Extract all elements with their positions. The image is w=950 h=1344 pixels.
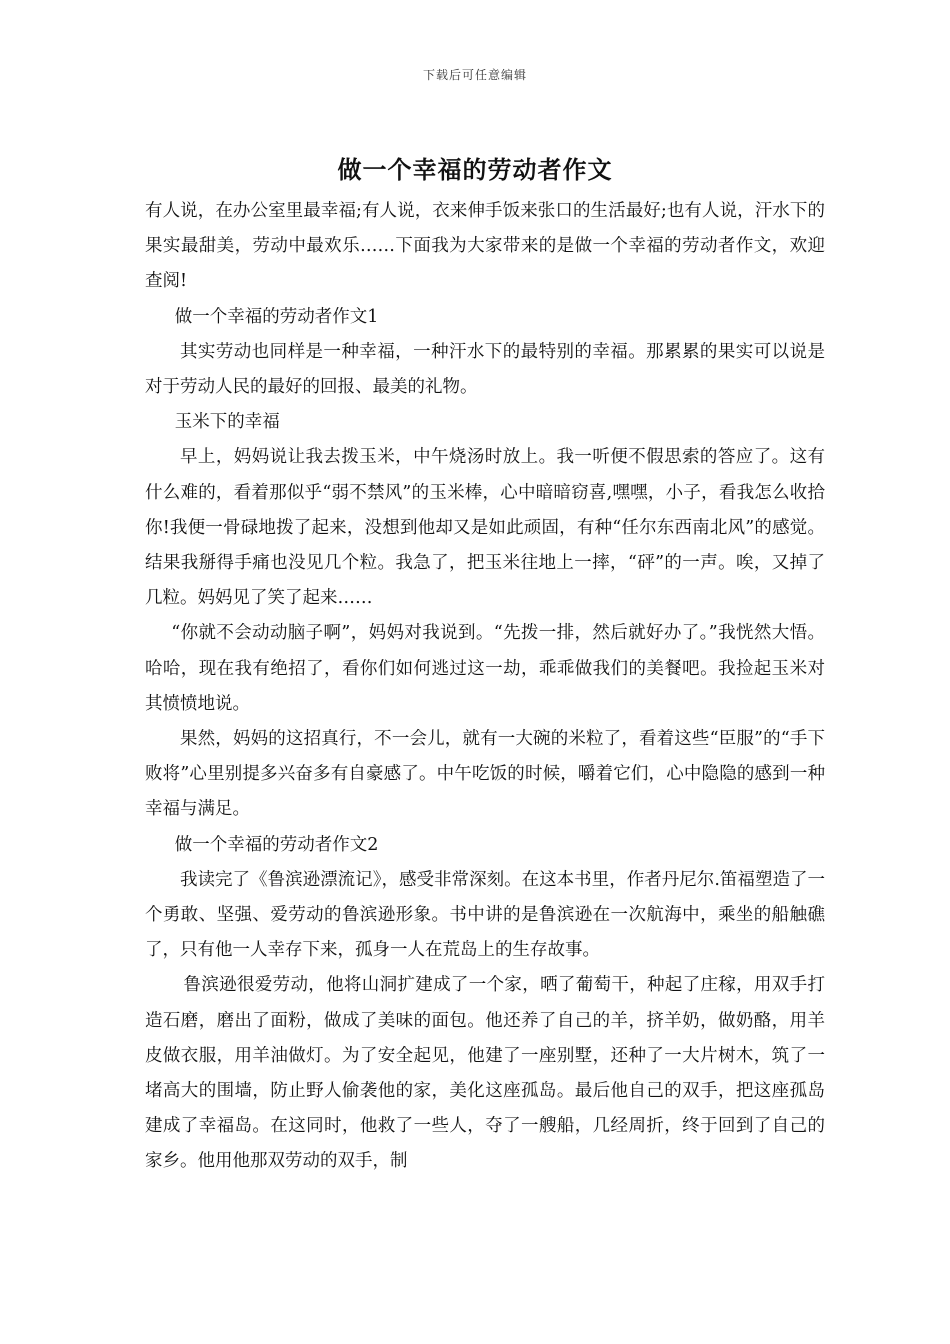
body-paragraph: 其实劳动也同样是一种幸福，一种汗水下的最特别的幸福。那累累的果实可以说是对于劳动人民的最好的回报、最美的礼物。	[145, 341, 825, 398]
document-body	[145, 194, 825, 1180]
header-note: 下载后可任意编辑	[422, 68, 527, 82]
document-title: 做一个幸福的劳动者作文	[337, 155, 613, 184]
body-paragraph: 我读完了《鲁滨逊漂流记》，感受非常深刻。在这本书里，作者丹尼尔.笛福塑造了一个勇敢、坚强、爱劳动的鲁滨逊形象。书中讲的是鲁滨逊在一次航海中，乘坐的船触礁了，只有他一人幸存下来，孤身一人在荒岛上的生存故事。	[145, 869, 825, 961]
body-paragraph: 果然，妈妈的这招真行，不一会儿，就有一大碗的米粒了，看着这些“臣服”的“手下败将”心里别提多兴奋多有自豪感了。中午吃饭的时候，嚼着它们，心中隐隐的感到一种幸福与满足。	[145, 729, 825, 820]
section-heading-2: 做一个幸福的劳动者作文2	[174, 834, 379, 855]
subtitle-corn: 玉米下的幸福	[174, 412, 280, 433]
intro-paragraph: 有人说，在办公室里最幸福;有人说，衣来伸手饭来张口的生活最好;也有人说，汗水下的果实最甜美，劳动中最欢乐……下面我为大家带来的是做一个幸福的劳动者作文，欢迎查阅!	[145, 201, 825, 292]
section-heading-1: 做一个幸福的劳动者作文1	[174, 306, 379, 327]
body-paragraph: 鲁滨逊很爱劳动，他将山洞扩建成了一个家，晒了葡萄干，种起了庄稼，用双手打造石磨，磨出了面粉，做成了美味的面包。他还养了自己的羊，挤羊奶，做奶酪，用羊皮做衣服，用羊油做灯。为了安全起见，他建了一座别墅，还种了一大片树木，筑了一堵高大的围墙，防止野人偷袭他的家，美化这座孤岛。最后他自己的双手，把这座孤岛建成了幸福岛。在这同时，他救了一些人，夺了一艘船，几经周折，终于回到了自己的家乡。他用他那双劳动的双手，制	[145, 975, 825, 1172]
body-paragraph: “你就不会动动脑子啊”，妈妈对我说到。“先拨一排，然后就好办了。”我恍然大悟。哈哈，现在我有绝招了，看你们如何逃过这一劫，乖乖做我们的美餐吧。我捡起玉米对其愤愤地说。	[145, 623, 825, 714]
body-paragraph: 早上，妈妈说让我去拨玉米，中午烧汤时放上。我一听便不假思索的答应了。这有什么难的，看着那似乎“弱不禁风”的玉米棒，心中暗暗窃喜,嘿嘿，小子，看我怎么收拾你!我便一骨碌地拨了起来，没想到他却又是如此顽固，有种“任尔东西南北风”的感觉。结果我掰得手痛也没见几个粒。我急了，把玉米往地上一摔，“砰”的一声。唉，又掉了几粒。妈妈见了笑了起来……	[145, 447, 825, 609]
